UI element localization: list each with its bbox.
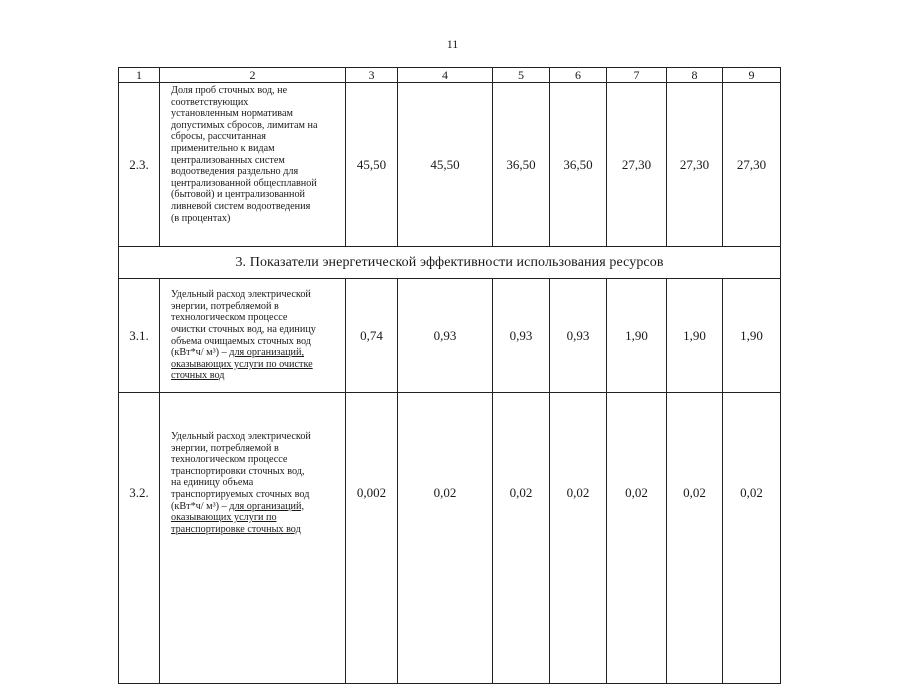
description-line: на единицу объема [171,477,254,489]
row-number: 3.1. [119,279,160,393]
value-cell: 0,02 [493,393,550,684]
column-header: 9 [723,68,781,83]
table-row-3-1 [119,279,781,393]
value-cell: 45,50 [398,83,493,247]
value-cell: 0,74 [346,279,398,393]
value-cell: 0,02 [667,393,723,684]
value-cell: 1,90 [723,279,781,393]
description-line: централизованной общесплавной [171,177,317,189]
underlined-text: для организаций, [229,500,305,512]
value-cell: 0,02 [398,393,493,684]
description-line: ливневой систем водоотведения [171,200,311,212]
page-number: 11 [446,37,459,51]
value-cell: 0,93 [550,279,607,393]
description-text: (кВт*ч/ м³) – [171,347,230,359]
description-line [171,501,341,513]
indicator-description [160,83,346,247]
indicators-table [118,67,781,684]
section-heading: 3. Показатели энергетической эффективности использования ресурсов [119,247,781,279]
description-line: Удельный расход электрической [171,289,311,301]
description-line: технологическом процессе [171,454,288,466]
value-cell: 27,30 [667,83,723,247]
column-number-row [119,68,781,83]
description-line [171,347,341,359]
description-line: допустимых сбросов, лимитам на [171,119,318,131]
column-header: 7 [607,68,667,83]
description-line: транспортировки сточных вод, [171,465,305,477]
indicator-description [160,279,346,393]
section-heading-row [119,247,781,279]
description-line: технологическом процессе [171,312,288,324]
underlined-line: оказывающих услуги по очистке [171,358,313,370]
value-cell: 0,02 [550,393,607,684]
value-cell: 27,30 [607,83,667,247]
description-line: Удельный расход электрической [171,431,311,442]
value-cell: 0,002 [346,393,398,684]
underlined-line: оказывающих услуги по [171,512,277,524]
description-line: применительно к видам [171,142,275,154]
description-line: сбросы, рассчитанная [171,131,266,143]
description-line: объема очищаемых сточных вод [171,335,311,347]
row-number: 3.2. [119,393,160,684]
column-header: 3 [346,68,398,83]
value-cell: 36,50 [493,83,550,247]
column-header: 6 [550,68,607,83]
value-cell: 0,93 [493,279,550,393]
description-line: очистки сточных вод, на единицу [171,323,316,335]
row-number: 2.3. [119,83,160,247]
column-header: 1 [119,68,160,83]
description-line: установленным нормативам [171,108,293,120]
description-line: (бытовой) и централизованной [171,189,306,201]
value-cell: 1,90 [667,279,723,393]
description-line: соответствующих [171,96,249,108]
column-header: 4 [398,68,493,83]
description-line: энергии, потребляемой в [171,442,279,454]
description-line: (в процентах) [171,212,231,224]
table-row-2-3 [119,83,781,247]
column-header: 2 [160,68,346,83]
underlined-text: для организаций, [229,347,305,359]
value-cell: 36,50 [550,83,607,247]
description-line: централизованных систем [171,154,285,166]
description-text: (кВт*ч/ м³) – [171,500,230,512]
column-header: 5 [493,68,550,83]
description-line: Доля проб сточных вод, не [171,85,288,96]
description-line: энергии, потребляемой в [171,300,279,312]
value-cell: 0,02 [723,393,781,684]
description-line: транспортируемых сточных вод [171,488,310,500]
value-cell: 0,02 [607,393,667,684]
description-line: водоотведения раздельно для [171,166,299,178]
underlined-line: транспортировке сточных вод [171,523,301,535]
underlined-line: сточных вод [171,370,225,382]
value-cell: 0,93 [398,279,493,393]
column-header: 8 [667,68,723,83]
value-cell: 1,90 [607,279,667,393]
value-cell: 27,30 [723,83,781,247]
value-cell: 45,50 [346,83,398,247]
